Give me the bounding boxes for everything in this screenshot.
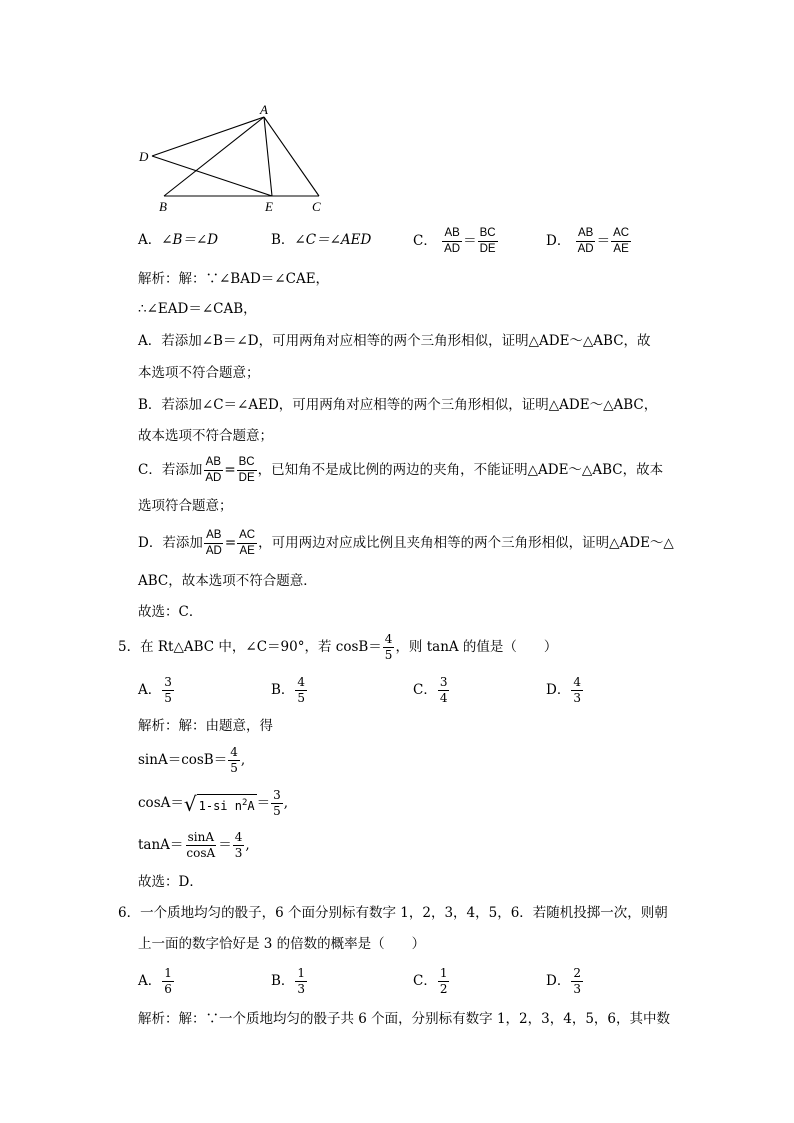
q4-analysis-line-3: A．若添加∠B＝∠D，可用两角对应相等的两个三角形相似，证明△ADE～△ABC，故: [138, 333, 651, 349]
q4-analysis-line-2: ∴∠EAD＝∠CAB，: [138, 301, 257, 317]
q5-tan-formula: tanA＝ $\frac{\sin A}{\cos A}$ ＝ $\frac{4}{3}$ ,: [138, 830, 250, 860]
segment-DE: [152, 156, 272, 196]
q5-option-a: A． $\frac{3}{5}$: [138, 675, 172, 705]
q4-answer: 故选：C．: [138, 604, 203, 620]
label-D: D: [139, 149, 149, 164]
label-B: B: [159, 199, 167, 214]
q4-analysis-line-7: C．若添加 $\frac{AB}{AD}$ = $\frac{BC}{DE}$ ，已知角不是成比例的两边的夹角，不能证明△ADE～△ABC，故本: [138, 456, 664, 484]
q4-analysis-line-9: D．若添加 $\frac{AB}{AD}$ = $\frac{AC}{AE}$ ，可用两边对应成比例且夹角相等的两个三角形相似，证明△ADE～△: [138, 529, 674, 557]
q4-analysis-line-8: 选项符合题意；: [138, 498, 233, 514]
q5-answer: 故选：D．: [138, 874, 203, 890]
q6-analysis-line-1: 解析：解：∵一个质地均匀的骰子共 6 个面，分别标有数字 1，2，3，4，5，6，其中数: [138, 1011, 670, 1027]
q4-analysis-line-5: B．若添加∠C＝∠AED，可用两角对应相等的两个三角形相似，证明△ADE～△ABC，: [138, 397, 658, 413]
q4-analysis-line-6: 故本选项不符合题意；: [138, 428, 273, 444]
q5-analysis-line-1: 解析：解：由题意，得: [138, 718, 273, 734]
q6-option-a: A． $\frac{1}{6}$: [138, 966, 172, 996]
triangle-figure: [130, 100, 330, 215]
q5-cos-formula: cosA＝ √ 1-si $n^2A$ ＝ $\frac{3}{5}$ ,: [138, 788, 289, 818]
q5-stem: 5．在 Rt△ABC 中，∠C＝90°，若 cosB＝ $\frac{4}{5}$ ，则 tanA 的值是（ ）: [118, 632, 558, 662]
label-E: E: [265, 199, 273, 214]
q4-analysis-line-10: ABC，故本选项不符合题意．: [138, 573, 317, 589]
segment-AD: [152, 117, 264, 156]
q4-option-b: B．∠C＝∠AED: [271, 232, 372, 248]
segment-AC: [264, 117, 319, 196]
q5-sin-formula: sinA＝cosB＝ $\frac{4}{5}$ ,: [138, 745, 246, 775]
q4-option-d: D． $\frac{AB}{AD}$ ＝ $\frac{AC}{AE}$: [546, 227, 630, 255]
q4-option-a: A．∠B＝∠D: [138, 232, 219, 248]
q6-option-d: D． $\frac{2}{3}$: [546, 966, 581, 996]
q4-option-c: C． $\frac{AB}{AD}$ ＝ $\frac{BC}{DE}$: [413, 227, 496, 255]
q5-option-d: D． $\frac{4}{3}$: [546, 675, 581, 705]
segment-AB: [164, 117, 264, 196]
q4-analysis-line-4: 本选项不符合题意；: [138, 365, 260, 381]
q5-option-c: C． $\frac{3}{4}$: [413, 675, 448, 705]
q6-stem-line-1: 6．一个质地均匀的骰子，6 个面分别标有数字 1，2，3，4，5，6．若随机投掷一次，则朝: [118, 905, 668, 921]
q6-option-b: B． $\frac{1}{3}$: [271, 966, 306, 996]
label-C: C: [312, 199, 321, 214]
q4-analysis-line-1: 解析：解：∵∠BAD＝∠CAE，: [138, 271, 330, 287]
q6-stem-line-2: 上一面的数字恰好是 3 的倍数的概率是（ ）: [138, 936, 426, 952]
segment-AE: [264, 117, 272, 196]
q5-option-b: B． $\frac{4}{5}$: [271, 675, 306, 705]
label-A: A: [260, 102, 268, 117]
q6-option-c: C． $\frac{1}{2}$: [413, 966, 448, 996]
